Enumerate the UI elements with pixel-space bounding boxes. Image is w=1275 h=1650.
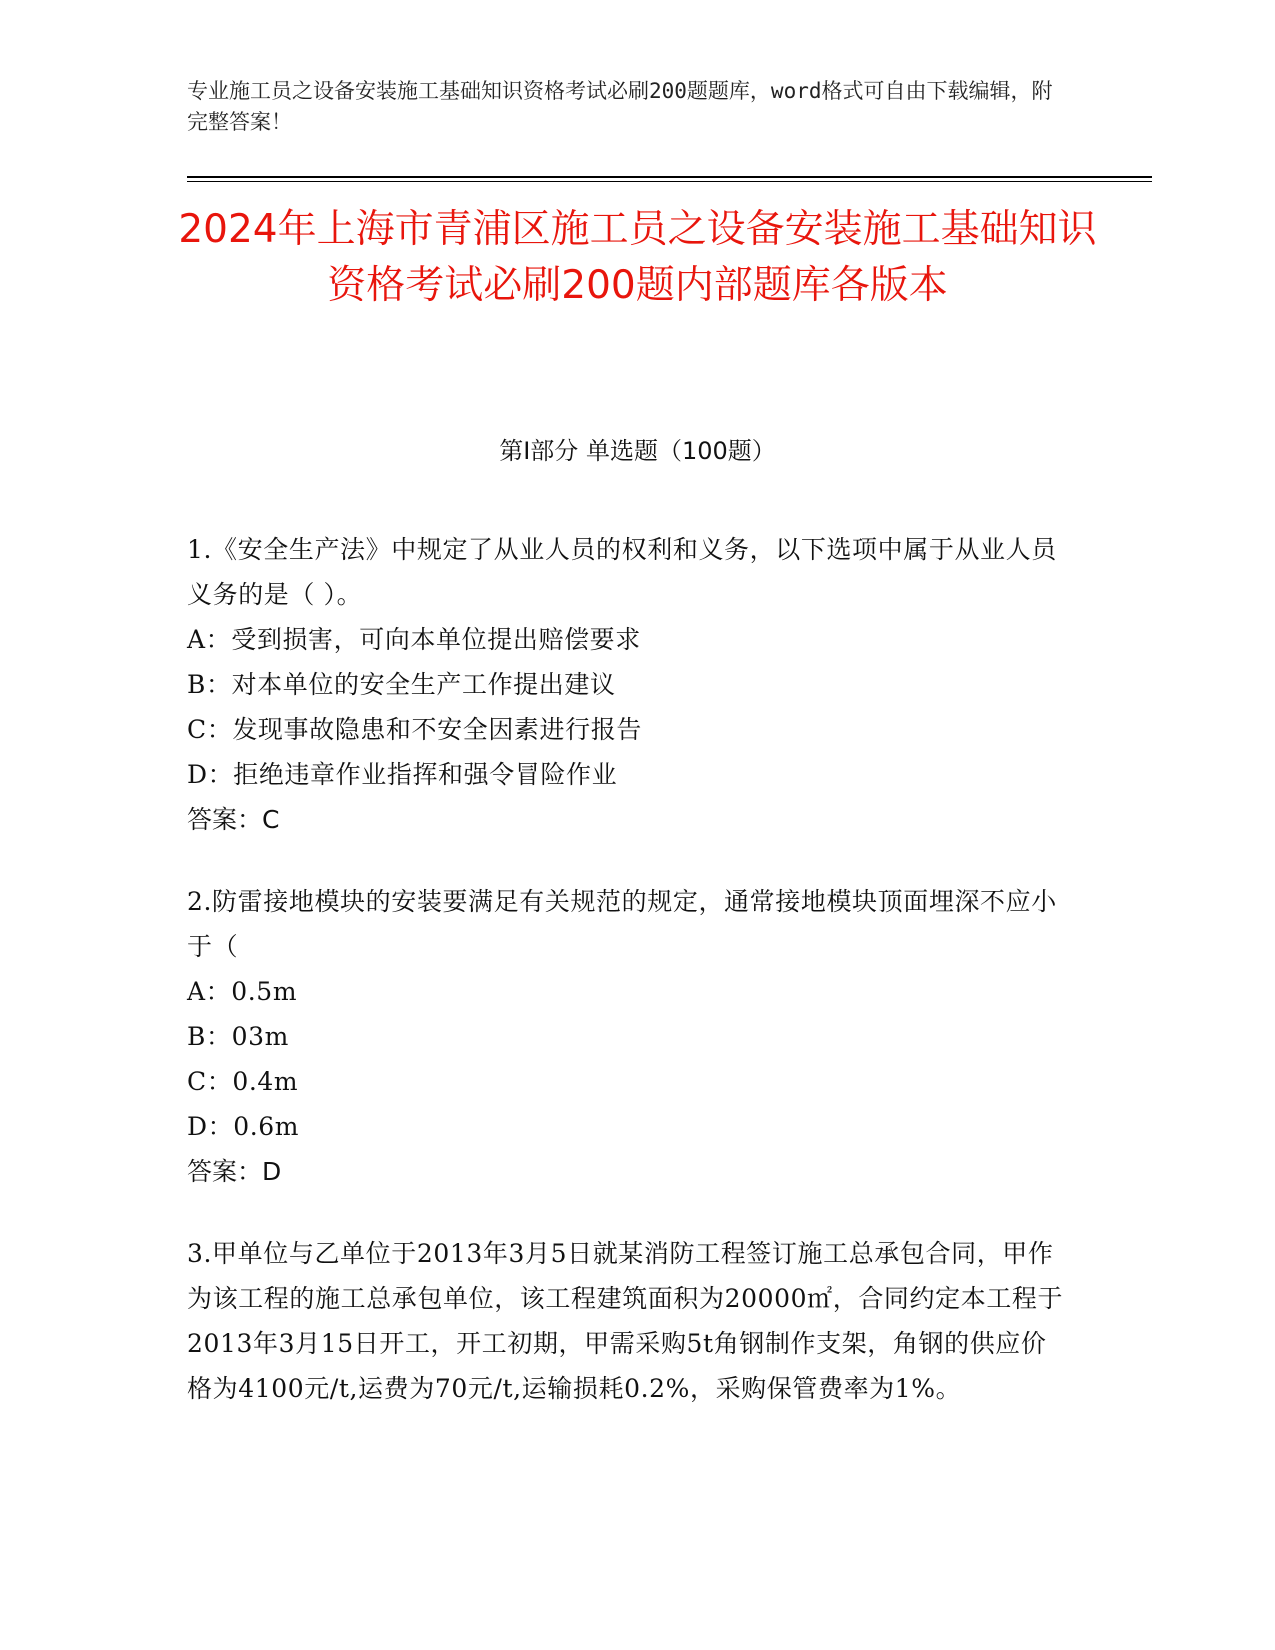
header-divider-thick	[187, 176, 1152, 178]
option-d: D：拒绝违章作业指挥和强令冒险作业	[187, 760, 618, 789]
option-a: A：0.5m	[187, 977, 298, 1006]
header-note: 专业施工员之设备安装施工基础知识资格考试必刷200题题库，word格式可自由下载编辑，附完整答案！	[187, 79, 1053, 134]
option-b: B：对本单位的安全生产工作提出建议	[187, 670, 616, 699]
option-d: D：0.6m	[187, 1112, 300, 1141]
option-b: B：03m	[187, 1022, 289, 1051]
question-stem: 1.《安全生产法》中规定了从业人员的权利和义务，以下选项中属于从业人员义务的是（ ）。	[187, 535, 1057, 609]
document-title: 2024年上海市青浦区施工员之设备安装施工基础知识资格考试必刷200题内部题库各版本	[178, 207, 1097, 308]
question-2	[187, 879, 1067, 1194]
option-c: C：0.4m	[187, 1067, 299, 1096]
section-heading: 第Ⅰ部分 单选题（100题）	[499, 437, 776, 465]
answer: 答案：D	[187, 1157, 282, 1186]
option-a: A：受到损害，可向本单位提出赔偿要求	[187, 625, 641, 654]
question-stem: 2.防雷接地模块的安装要满足有关规范的规定，通常接地模块顶面埋深不应小于（	[187, 887, 1057, 961]
header-divider-thin	[187, 181, 1152, 182]
question-stem: 3.甲单位与乙单位于2013年3月5日就某消防工程签订施工总承包合同，甲作为该工程的施工总承包单位，该工程建筑面积为20000㎡，合同约定本工程于2013年3月15日开工，开工初期，甲需采购5t角钢制作支架，角钢的供应价格为4100元/t,运费为70元/t,运输损耗0.2%，采购保管费率为1%。	[187, 1239, 1064, 1403]
question-1	[187, 527, 1067, 842]
answer: 答案：C	[187, 805, 280, 834]
question-3	[187, 1231, 1067, 1411]
question-list	[187, 527, 1067, 1448]
option-c: C：发现事故隐患和不安全因素进行报告	[187, 715, 642, 744]
